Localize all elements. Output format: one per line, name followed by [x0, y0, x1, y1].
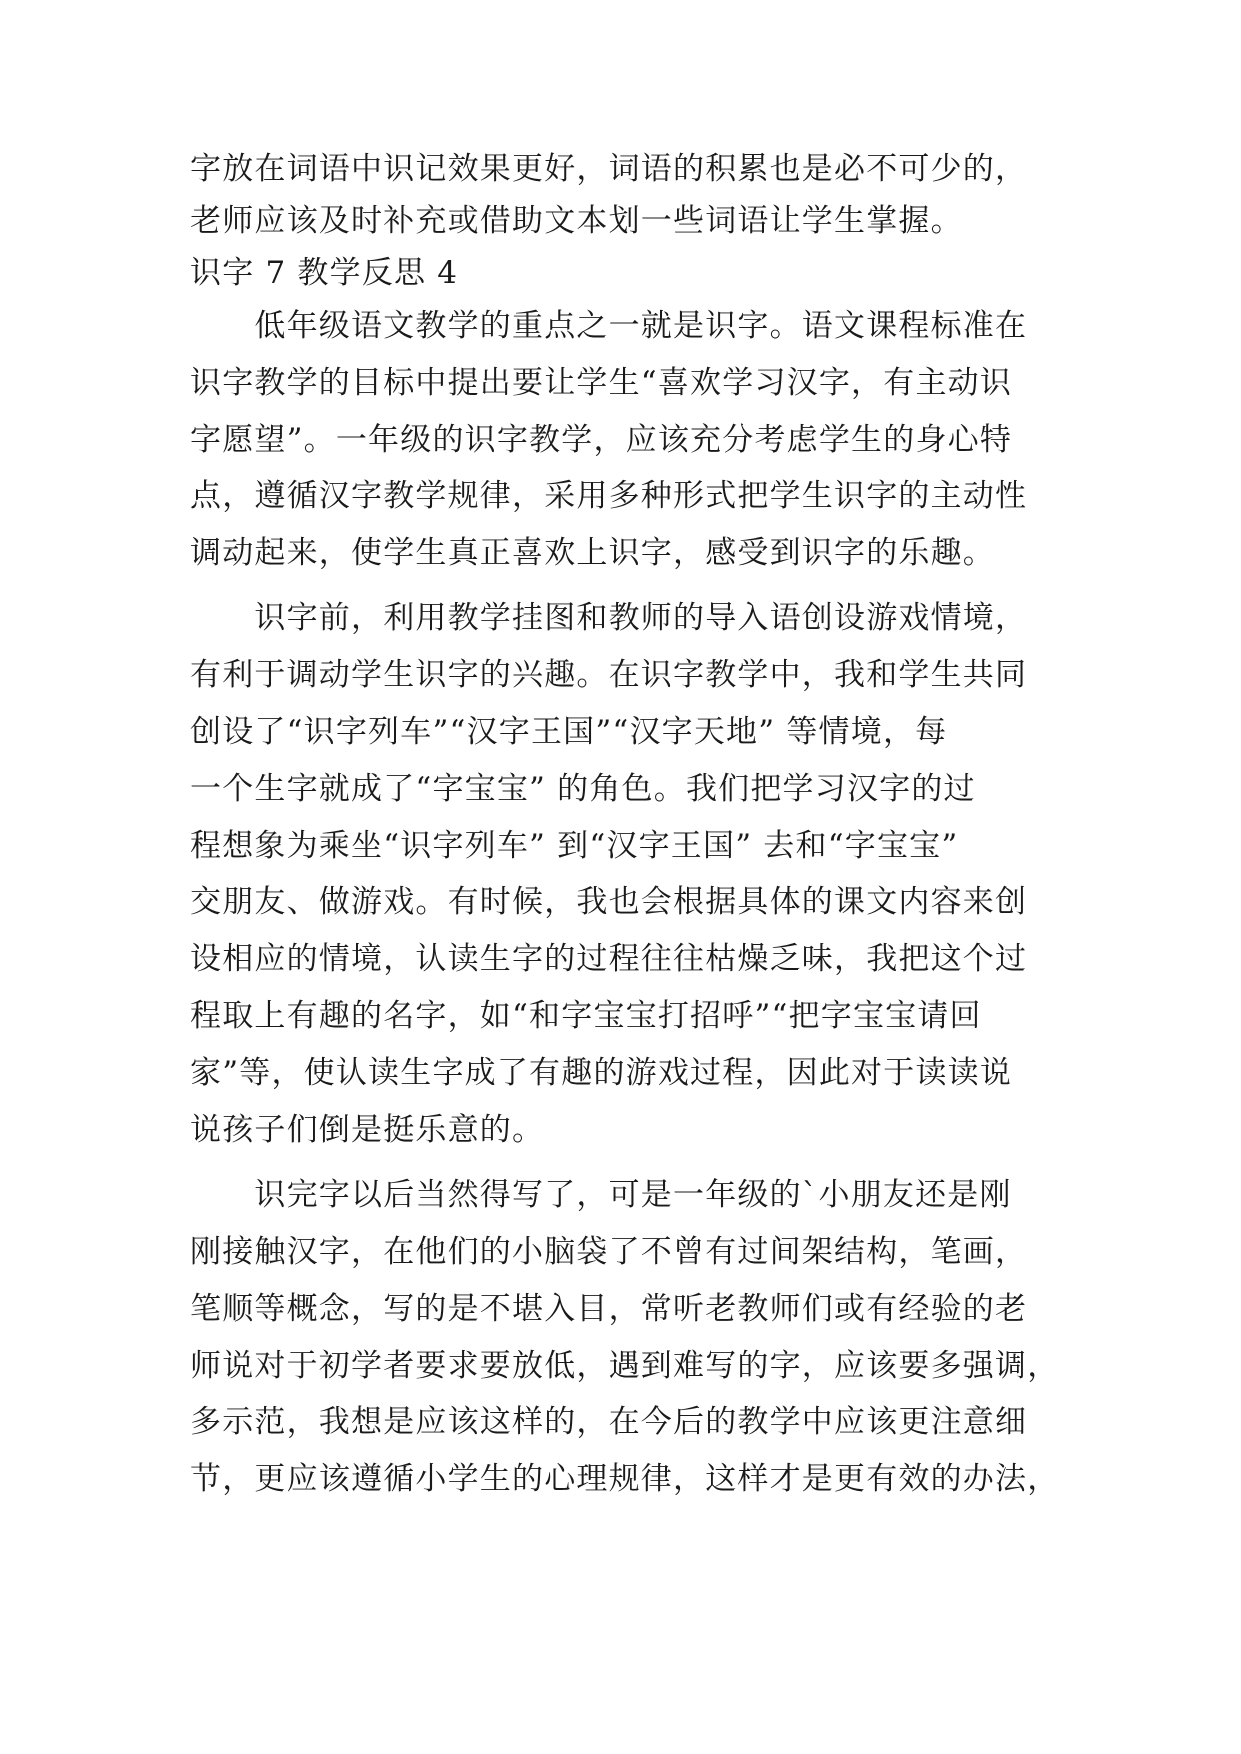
text-line: 老师应该及时补充或借助文本划一些词语让学生掌握。 — [190, 203, 963, 239]
text-line: 家”等，使认读生字成了有趣的游戏过程，因此对于读读说 — [190, 1055, 1013, 1091]
text-line: 设相应的情境，认读生字的过程往往枯燥乏味，我把这个过 — [190, 941, 1028, 977]
text-line: 刚接触汉字，在他们的小脑袋了不曾有过间架结构，笔画， — [190, 1234, 1028, 1270]
text-line: 师说对于初学者要求要放低，遇到难写的字，应该要多强调， — [190, 1348, 1060, 1384]
text-line: 节，更应该遵循小学生的心理规律，这样才是更有效的办法， — [190, 1461, 1060, 1497]
text-line: 调动起来，使学生真正喜欢上识字，感受到识字的乐趣。 — [190, 535, 995, 571]
text-line: 字放在词语中识记效果更好，词语的积累也是必不可少的， — [190, 151, 1028, 187]
text-line: 有利于调动学生识字的兴趣。在识字教学中，我和学生共同 — [190, 657, 1028, 693]
section-heading: 识字 7 教学反思 4 — [190, 255, 459, 291]
text-line: 点，遵循汉字教学规律，采用多种形式把学生识字的主动性 — [190, 478, 1028, 514]
text-line: 识字教学的目标中提出要让学生“喜欢学习汉字，有主动识 — [190, 365, 1013, 401]
text-line: 识完字以后当然得写了，可是一年级的`小朋友还是刚 — [190, 1177, 1012, 1213]
text-line: 低年级语文教学的重点之一就是识字。语文课程标准在 — [190, 308, 1028, 344]
text-line: 字愿望”。一年级的识字教学，应该充分考虑学生的身心特 — [190, 422, 1013, 458]
text-line: 识字前，利用教学挂图和教师的导入语创设游戏情境， — [190, 600, 1028, 636]
text-line: 多示范，我想是应该这样的，在今后的教学中应该更注意细 — [190, 1404, 1028, 1440]
text-line: 程取上有趣的名字，如“和字宝宝打招呼”“把字宝宝请回 — [190, 998, 982, 1034]
text-line: 说孩子们倒是挺乐意的。 — [190, 1112, 545, 1148]
text-line: 交朋友、做游戏。有时候，我也会根据具体的课文内容来创 — [190, 884, 1028, 920]
text-line: 一个生字就成了“字宝宝” 的角色。我们把学习汉字的过 — [190, 771, 976, 807]
text-line: 创设了“识字列车”“汉字王国”“汉字天地” 等情境，每 — [190, 714, 948, 750]
text-line: 笔顺等概念，写的是不堪入目，常听老教师们或有经验的老 — [190, 1291, 1028, 1327]
text-line: 程想象为乘坐“识字列车” 到“汉字王国” 去和“字宝宝” — [190, 828, 959, 864]
